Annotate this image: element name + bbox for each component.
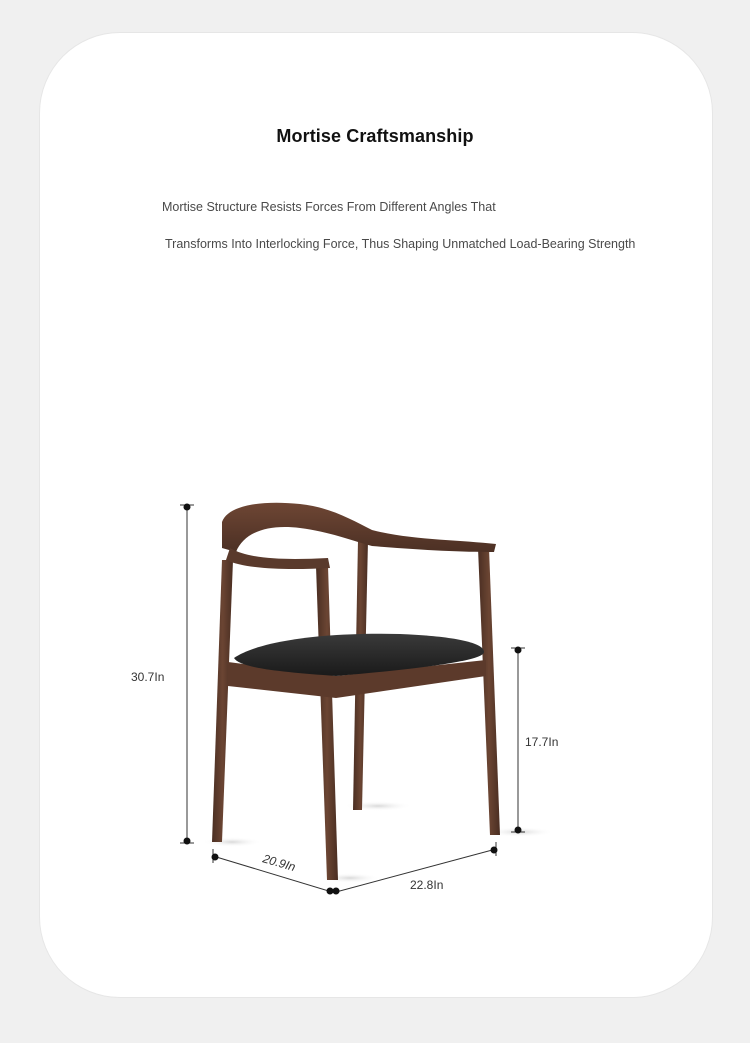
page-title: Mortise Craftsmanship bbox=[276, 126, 474, 146]
back-right-leg bbox=[478, 548, 500, 835]
description-line-2: Transforms Into Interlocking Force, Thus Shaping Unmatched Load-Bearing Strength bbox=[165, 237, 636, 251]
seat-height-label: 17.7In bbox=[525, 735, 559, 749]
floor-shadows bbox=[202, 801, 554, 883]
front-arm bbox=[226, 548, 330, 569]
width-label: 22.8In bbox=[410, 878, 444, 892]
height-label: 30.7In bbox=[131, 670, 165, 684]
chair-illustration bbox=[212, 503, 500, 880]
depth-label: 20.9In bbox=[261, 851, 298, 875]
description-line-1: Mortise Structure Resists Forces From Different Angles That bbox=[162, 200, 496, 214]
front-right-leg bbox=[316, 566, 338, 880]
front-left-leg bbox=[212, 560, 233, 842]
